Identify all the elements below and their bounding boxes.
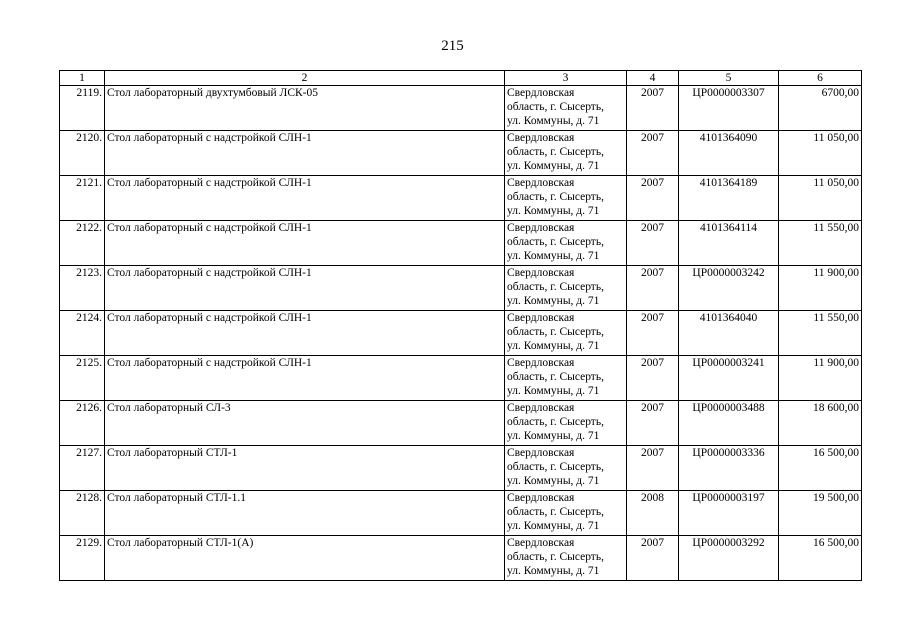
inventory-code: 4101364090 [679,131,779,176]
inventory-code: ЦР0000003197 [679,491,779,536]
address-line: Свердловская [507,267,575,279]
inventory-code: ЦР0000003241 [679,356,779,401]
inventory-code: 4101364114 [679,221,779,266]
row-number: 2124. [60,311,105,356]
item-name: Стол лабораторный с надстройкой СЛН-1 [105,266,505,311]
column-header: 4 [627,71,679,86]
item-name: Стол лабораторный СТЛ-1.1 [105,491,505,536]
item-year: 2007 [627,311,679,356]
address-line: ул. Коммуны, д. 71 [507,250,600,262]
table-row [60,266,862,311]
column-header: 5 [679,71,779,86]
inventory-code: 4101364040 [679,311,779,356]
item-year: 2007 [627,536,679,581]
row-number: 2122. [60,221,105,266]
item-year: 2007 [627,86,679,131]
address-line: область, г. Сысерть, [507,326,604,338]
item-name: Стол лабораторный СТЛ-1 [105,446,505,491]
address-line: Свердловская [507,87,575,99]
item-year: 2007 [627,401,679,446]
item-address [505,446,627,491]
item-price: 11 550,00 [779,221,862,266]
inventory-code: ЦР0000003292 [679,536,779,581]
address-line: область, г. Сысерть, [507,416,604,428]
table-row [60,536,862,581]
row-number: 2120. [60,131,105,176]
address-line: Свердловская [507,132,575,144]
row-number: 2119. [60,86,105,131]
address-line: ул. Коммуны, д. 71 [507,340,600,352]
address-line: область, г. Сысерть, [507,236,604,248]
address-line: ул. Коммуны, д. 71 [507,205,600,217]
address-line: область, г. Сысерть, [507,551,604,563]
item-price: 11 050,00 [779,176,862,221]
address-line: область, г. Сысерть, [507,371,604,383]
item-price: 18 600,00 [779,401,862,446]
row-number: 2128. [60,491,105,536]
item-year: 2007 [627,176,679,221]
inventory-code: ЦР0000003242 [679,266,779,311]
table-row [60,311,862,356]
item-price: 16 500,00 [779,536,862,581]
item-address [505,131,627,176]
address-line: Свердловская [507,357,575,369]
row-number: 2126. [60,401,105,446]
address-line: Свердловская [507,492,575,504]
item-year: 2008 [627,491,679,536]
row-number: 2123. [60,266,105,311]
item-price: 11 550,00 [779,311,862,356]
item-year: 2007 [627,446,679,491]
table-row [60,491,862,536]
inventory-code: ЦР0000003336 [679,446,779,491]
address-line: Свердловская [507,537,575,549]
table-body [60,86,862,581]
item-name: Стол лабораторный СЛ-3 [105,401,505,446]
table-row [60,221,862,266]
column-header: 1 [60,71,105,86]
item-name: Стол лабораторный с надстройкой СЛН-1 [105,176,505,221]
address-line: область, г. Сысерть, [507,146,604,158]
item-name: Стол лабораторный с надстройкой СЛН-1 [105,356,505,401]
table-row [60,356,862,401]
item-name: Стол лабораторный с надстройкой СЛН-1 [105,311,505,356]
item-year: 2007 [627,266,679,311]
item-address [505,221,627,266]
table-row [60,401,862,446]
address-line: ул. Коммуны, д. 71 [507,475,600,487]
column-header: 2 [105,71,505,86]
column-header: 3 [505,71,627,86]
inventory-table [59,70,862,581]
address-line: область, г. Сысерть, [507,191,604,203]
item-address [505,176,627,221]
address-line: ул. Коммуны, д. 71 [507,160,600,172]
address-line: ул. Коммуны, д. 71 [507,430,600,442]
inventory-code: 4101364189 [679,176,779,221]
item-price: 11 900,00 [779,356,862,401]
item-price: 11 900,00 [779,266,862,311]
item-address [505,86,627,131]
item-price: 16 500,00 [779,446,862,491]
item-price: 6700,00 [779,86,862,131]
item-address [505,401,627,446]
item-name: Стол лабораторный с надстройкой СЛН-1 [105,131,505,176]
address-line: Свердловская [507,447,575,459]
address-line: Свердловская [507,177,575,189]
row-number: 2121. [60,176,105,221]
row-number: 2129. [60,536,105,581]
address-line: ул. Коммуны, д. 71 [507,115,600,127]
item-address [505,311,627,356]
address-line: Свердловская [507,402,575,414]
item-address [505,536,627,581]
item-price: 11 050,00 [779,131,862,176]
column-header: 6 [779,71,862,86]
table-row [60,176,862,221]
address-line: область, г. Сысерть, [507,101,604,113]
inventory-code: ЦР0000003488 [679,401,779,446]
item-year: 2007 [627,131,679,176]
row-number: 2127. [60,446,105,491]
item-address [505,266,627,311]
address-line: Свердловская [507,222,575,234]
item-name: Стол лабораторный СТЛ-1(А) [105,536,505,581]
table-row [60,131,862,176]
address-line: область, г. Сысерть, [507,461,604,473]
address-line: ул. Коммуны, д. 71 [507,520,600,532]
address-line: ул. Коммуны, д. 71 [507,295,600,307]
item-address [505,491,627,536]
table-row [60,86,862,131]
item-year: 2007 [627,356,679,401]
inventory-code: ЦР0000003307 [679,86,779,131]
address-line: ул. Коммуны, д. 71 [507,565,600,577]
item-name: Стол лабораторный с надстройкой СЛН-1 [105,221,505,266]
item-name: Стол лабораторный двухтумбовый ЛСК-05 [105,86,505,131]
item-year: 2007 [627,221,679,266]
item-price: 19 500,00 [779,491,862,536]
address-line: область, г. Сысерть, [507,506,604,518]
page-number: 215 [441,38,464,54]
table-header-row [60,71,862,86]
table-row [60,446,862,491]
address-line: область, г. Сысерть, [507,281,604,293]
address-line: ул. Коммуны, д. 71 [507,385,600,397]
item-address [505,356,627,401]
address-line: Свердловская [507,312,575,324]
row-number: 2125. [60,356,105,401]
